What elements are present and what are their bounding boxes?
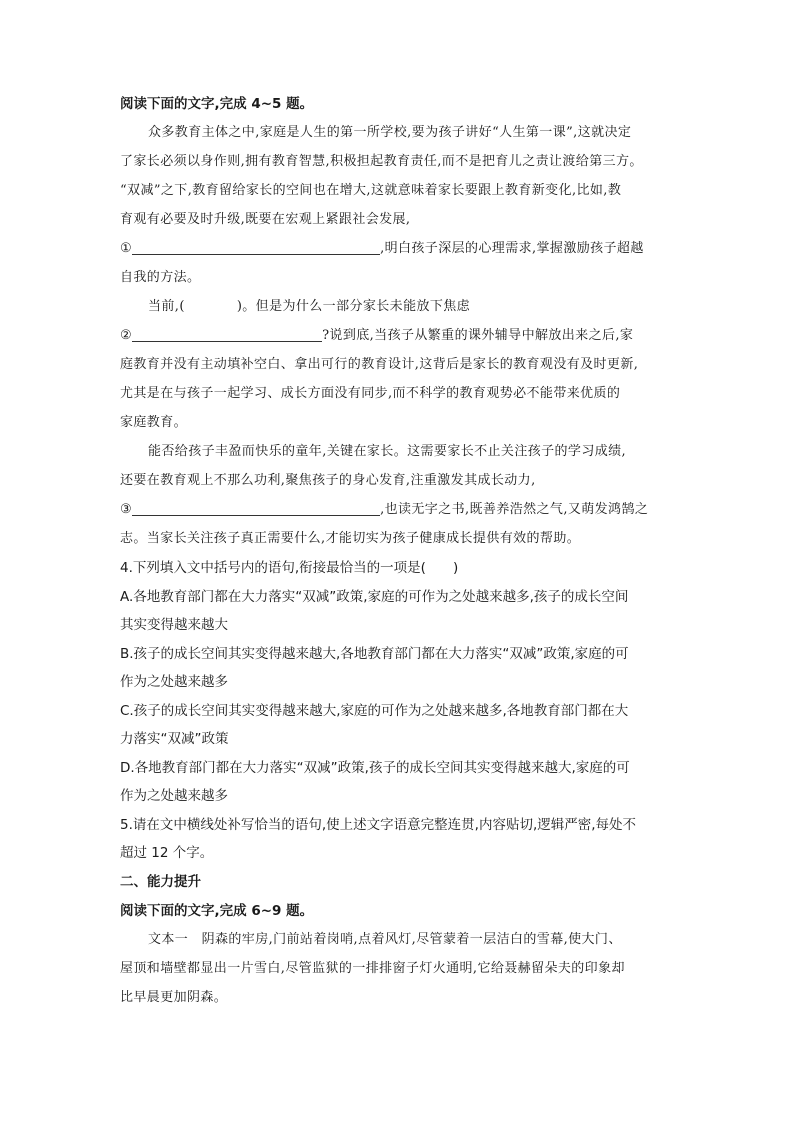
instruction-q4-5: 阅读下面的文字,完成 4~5 题。	[120, 96, 314, 112]
option-d[interactable]: D.各地教育部门都在大力落实“双减”政策,孩子的成长空间其实变得越来越大,家庭的可	[120, 760, 630, 776]
passage-line-blank-1	[120, 240, 680, 258]
passage-line: 志。当家长关注孩子真正需要什么,才能切实为孩子健康成长提供有效的帮助。	[120, 531, 581, 546]
passage-text: ,明白孩子深层的心理需求,掌握激励孩子超越	[380, 241, 644, 256]
section-heading: 二、能力提升	[120, 874, 201, 890]
passage-line: 庭教育并没有主动填补空白、拿出可行的教育设计,这背后是家长的教育观没有及时更新,	[120, 357, 639, 372]
blank-marker-1: ①	[120, 241, 133, 256]
passage-text: ,也读无字之书,既善养浩然之气,又萌发鸿鹄之	[380, 502, 649, 517]
instruction-q6-9: 阅读下面的文字,完成 6~9 题。	[120, 903, 314, 919]
passage-line: “双减”之下,教育留给家长的空间也在增大,这就意味着家长要跟上教育新变化,比如,教	[120, 183, 622, 198]
blank-marker-3: ③	[120, 502, 133, 517]
option-b-cont: 作为之处越来越多	[120, 674, 228, 690]
option-c-cont: 力落实“双减”政策	[120, 731, 229, 747]
text1-line: 屋顶和墙壁都显出一片雪白,尽管监狱的一排排窗子灯火通明,它给聂赫留朵夫的印象却	[120, 961, 625, 976]
fill-blank-1[interactable]	[132, 240, 380, 255]
passage-line: 尤其是在与孩子一起学习、成长方面没有同步,而不科学的教育观势必不能带来优质的	[120, 386, 621, 401]
fill-blank-3[interactable]	[132, 501, 380, 516]
passage-line: 自我的方法。	[120, 270, 201, 285]
question-5-stem: 5.请在文中横线处补写恰当的语句,使上述文字语意完整连贯,内容贴切,逻辑严密,每处不	[120, 817, 637, 833]
passage-text: ?说到底,当孩子从繁重的课外辅导中解放出来之后,家	[322, 328, 634, 343]
blank-marker-2: ②	[120, 328, 133, 343]
passage-line: 还要在教育观上不那么功利,聚焦孩子的身心发育,注重激发其成长动力,	[120, 473, 536, 488]
question-4-stem: 4.下列填入文中括号内的语句,衔接最恰当的一项是( )	[120, 560, 459, 576]
option-d-cont: 作为之处越来越多	[120, 788, 228, 804]
passage-line-blank-3	[120, 501, 680, 519]
passage-text: 当前,(	[148, 299, 185, 314]
option-b[interactable]: B.孩子的成长空间其实变得越来越大,各地教育部门都在大力落实“双减”政策,家庭的可	[120, 646, 629, 662]
passage-line: 众多教育主体之中,家庭是人生的第一所学校,要为孩子讲好“人生第一课”,这就决定	[148, 125, 632, 140]
fill-blank-2[interactable]	[132, 327, 322, 342]
question-5-stem-cont: 超过 12 个字。	[120, 845, 214, 861]
passage-line-blank-2	[120, 327, 680, 345]
text1-line: 比早晨更加阴森。	[120, 990, 228, 1005]
option-a[interactable]: A.各地教育部门都在大力落实“双减”政策,家庭的可作为之处越来越多,孩子的成长空间	[120, 589, 629, 605]
text1-line: 文本一 阴森的牢房,门前站着岗哨,点着风灯,尽管蒙着一层洁白的雪幕,使大门、	[148, 932, 622, 947]
passage-line: 家庭教育。	[120, 415, 188, 430]
passage-line: 育观有必要及时升级,既要在宏观上紧跟社会发展,	[120, 212, 411, 227]
passage-text: )。但是为什么一部分家长未能放下焦虑	[236, 299, 471, 314]
passage-line: 能否给孩子丰盈而快乐的童年,关键在家长。这需要家长不止关注孩子的学习成绩,	[148, 444, 627, 459]
passage-line-paren	[148, 298, 708, 316]
passage-line: 了家长必须以身作则,拥有教育智慧,积极担起教育责任,而不是把育儿之责让渡给第三方。	[120, 154, 643, 169]
option-c[interactable]: C.孩子的成长空间其实变得越来越大,家庭的可作为之处越来越多,各地教育部门都在大	[120, 703, 629, 719]
option-a-cont: 其实变得越来越大	[120, 617, 228, 633]
